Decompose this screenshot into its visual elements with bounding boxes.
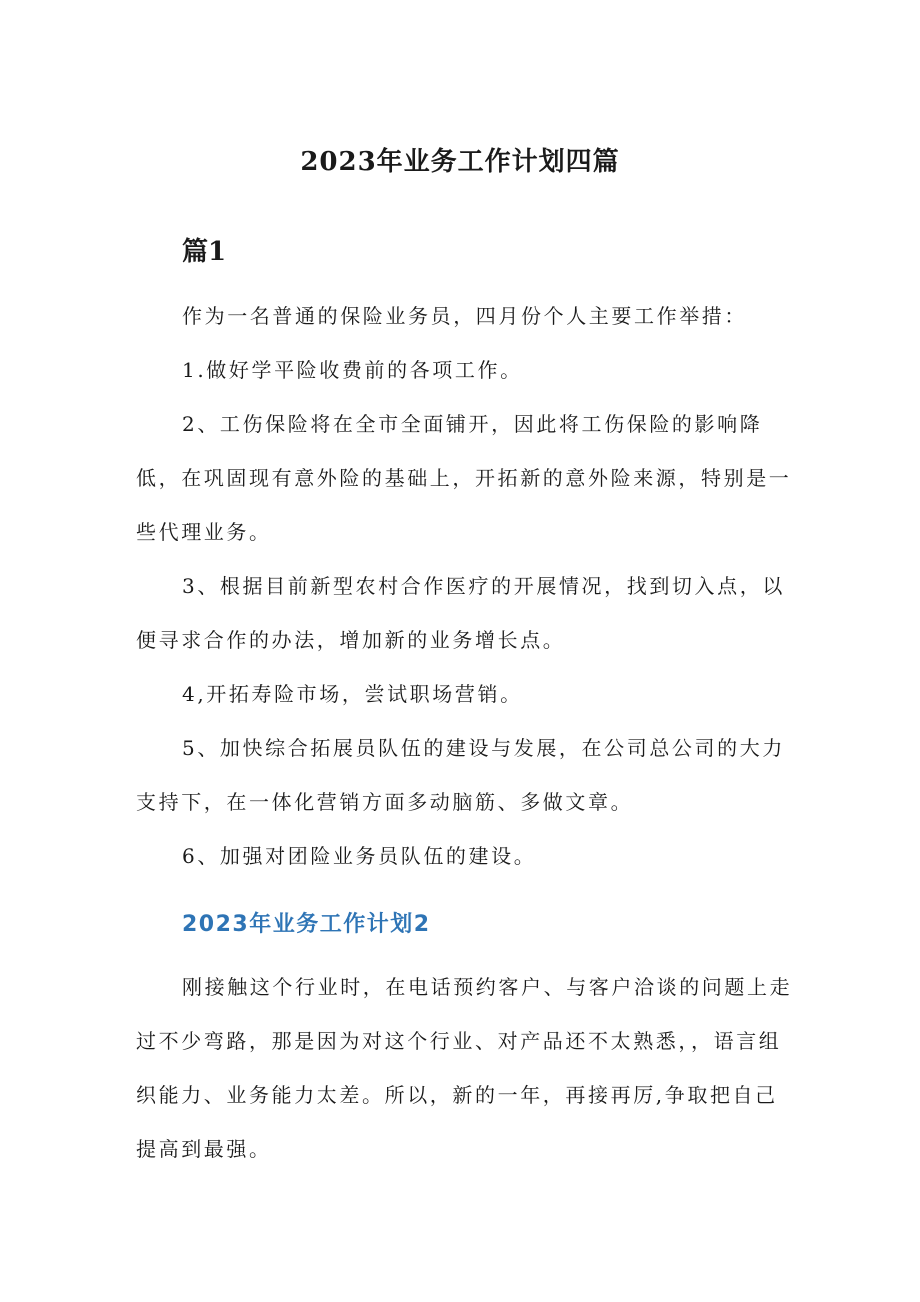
paragraph-item-4: 4,开拓寿险市场，尝试职场营销。 <box>182 682 523 706</box>
paragraph-item-2: 2、工伤保险将在全市全面铺开，因此将工伤保险的影响降低，在巩固现有意外险的基础上，开拓新的意外险来源，特别是一些代理业务。 <box>136 412 792 544</box>
paragraph-item-5: 5、加快综合拓展员队伍的建设与发展，在公司总公司的大力支持下，在一体化营销方面多动脑筋、多做文章。 <box>136 736 785 814</box>
paragraph-section-2: 刚接触这个行业时，在电话预约客户、与客户洽谈的问题上走过不少弯路，那是因为对这个行业、对产品还不太熟悉，，语言组织能力、业务能力太差。所以，新的一年，再接再厉,争取把自己提高到最强。 <box>136 975 793 1161</box>
section-1-heading: 篇1 <box>182 237 227 267</box>
paragraph-intro: 作为一名普通的保险业务员，四月份个人主要工作举措： <box>182 304 747 328</box>
paragraph-item-3: 3、根据目前新型农村合作医疗的开展情况，找到切入点，以便寻求合作的办法，增加新的业务增长点。 <box>136 574 785 652</box>
paragraph-item-6: 6、加强对团险业务员队伍的建设。 <box>182 844 537 868</box>
section-2-heading: 2023年业务工作计划2 <box>182 912 431 937</box>
document-title: 2023年业务工作计划四篇 <box>300 147 620 177</box>
paragraph-item-1: 1.做好学平险收费前的各项工作。 <box>182 358 523 382</box>
